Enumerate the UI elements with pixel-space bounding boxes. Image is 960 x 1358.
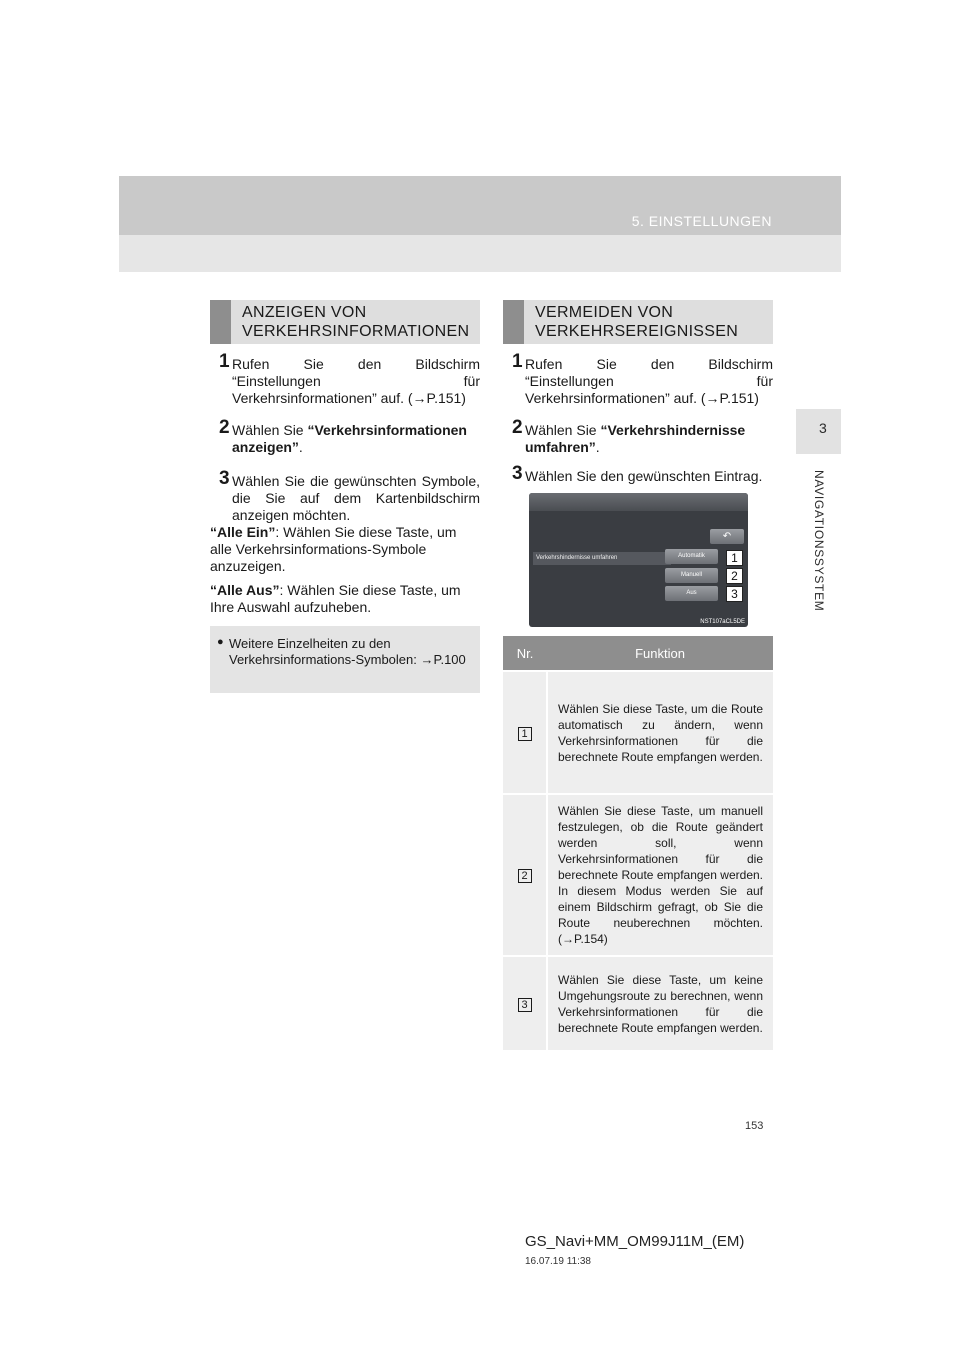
- note-box: [210, 626, 480, 693]
- step-number: 3: [512, 463, 523, 484]
- step-text: Rufen Sie den Bildschirm “Einstellungen für Verkehrsinformationen” auf. (→P.151): [525, 356, 773, 406]
- step-number: 1: [512, 351, 523, 372]
- left-step-3: [219, 468, 480, 524]
- alle-ein-text: : Wählen Sie diese Taste, um alle Verkehrsinformations-Symbole anzuzeigen.: [210, 524, 457, 574]
- heading-bar: [210, 300, 231, 344]
- table-row: [503, 956, 773, 1050]
- right-step-1: [512, 351, 773, 407]
- table-row: [503, 671, 773, 794]
- row-description: Wählen Sie diese Taste, um keine Umgehungsroute zu berechnen, wenn Verkehrsinformationen für die berechnete Route empfangen werden.: [547, 956, 773, 1050]
- row-number-cell: [503, 956, 547, 1050]
- manuell-button[interactable]: Manuell: [665, 568, 718, 583]
- left-step-1: [219, 351, 480, 407]
- step-text: Rufen Sie den Bildschirm “Einstellungen für Verkehrsinformationen” auf. (→P.151): [232, 356, 480, 406]
- function-table: [503, 636, 773, 1050]
- row-number-cell: [503, 794, 547, 956]
- right-step-3: [512, 463, 773, 485]
- section-heading-right: [503, 300, 773, 344]
- row-number: 1: [518, 727, 532, 741]
- heading-text: ANZEIGEN VON VERKEHRSINFORMATIONEN: [242, 304, 470, 340]
- aus-button[interactable]: Aus: [665, 586, 718, 601]
- step-text: Wählen Sie: [232, 422, 308, 438]
- row-number: 3: [518, 998, 532, 1012]
- step-text: Wählen Sie den gewünschten Eintrag.: [525, 468, 763, 484]
- alle-ein-paragraph: [210, 524, 480, 575]
- document-code: GS_Navi+MM_OM99J11M_(EM): [525, 1233, 745, 1250]
- step-number: 1: [219, 351, 230, 372]
- screen-status-bar: [529, 493, 748, 511]
- alle-aus-label: “Alle Aus”: [210, 582, 280, 598]
- callout-badge-1: 1: [726, 550, 743, 566]
- step-text: Wählen Sie: [525, 422, 601, 438]
- column-header-funktion: Funktion: [547, 636, 773, 671]
- bullet-icon: ●: [217, 636, 224, 648]
- side-label-text: NAVIGATIONSSYSTEM: [812, 470, 826, 612]
- step-text-end: .: [298, 439, 303, 455]
- callout-badge-3: 3: [726, 586, 743, 602]
- screen-illustration: [529, 493, 748, 627]
- row-number-cell: [503, 671, 547, 794]
- step-text-end: .: [595, 439, 600, 455]
- row-number: 2: [518, 869, 532, 883]
- callout-badge-2: 2: [726, 568, 743, 584]
- heading-text: VERMEIDEN VON VERKEHRSEREIGNISSEN: [535, 304, 739, 340]
- alle-aus-paragraph: [210, 582, 480, 616]
- step-number: 3: [219, 468, 230, 489]
- page-number: 153: [745, 1120, 764, 1132]
- screen-title: Verkehrshindernisse umfahren: [533, 552, 671, 565]
- alle-aus-text: : Wählen Sie diese Taste, um Ihre Auswahl aufzuheben.: [210, 582, 461, 615]
- row-description: Wählen Sie diese Taste, um die Route automatisch zu ändern, wenn Verkehrsinformationen für die berechnete Route empfangen werden.: [547, 671, 773, 794]
- left-step-2: [219, 417, 480, 456]
- step-number: 2: [512, 417, 523, 438]
- automatik-button[interactable]: Automatik: [665, 549, 718, 564]
- image-code: NST107aCL5DE: [700, 619, 745, 625]
- step-number: 2: [219, 417, 230, 438]
- column-header-nr: Nr.: [503, 636, 547, 671]
- note-text: Weitere Einzelheiten zu den Verkehrsinformations-Symbolen: →P.100: [229, 636, 466, 667]
- right-step-2: [512, 417, 773, 456]
- table-row: [503, 794, 773, 956]
- side-label: [808, 470, 832, 640]
- print-date: 16.07.19 11:38: [525, 1256, 591, 1267]
- chapter-tab-number: 3: [819, 420, 827, 436]
- heading-bar: [503, 300, 524, 344]
- chapter-title: 5. EINSTELLUNGEN: [631, 213, 772, 229]
- step-option: “Verkehrshindernisse umfahren”: [525, 422, 746, 455]
- step-option: “Verkehrsinformationen anzeigen”: [232, 422, 467, 455]
- step-text: Wählen Sie die gewünschten Symbole, die Sie auf dem Kartenbildschirm anzeigen möchten.: [232, 473, 480, 523]
- table-header-row: [503, 636, 773, 671]
- alle-ein-label: “Alle Ein”: [210, 524, 276, 540]
- back-button[interactable]: ↶: [710, 529, 744, 544]
- row-description: Wählen Sie diese Taste, um manuell festzulegen, ob die Route geändert werden soll, wenn Verkehrsinformationen für die berechnete Route empfangen werden. In diesem Modus werden Sie auf einem Bildschirm gefragt, ob Sie die Route neuberechnen möchten. (→P.154): [547, 794, 773, 956]
- section-heading-left: [210, 300, 480, 344]
